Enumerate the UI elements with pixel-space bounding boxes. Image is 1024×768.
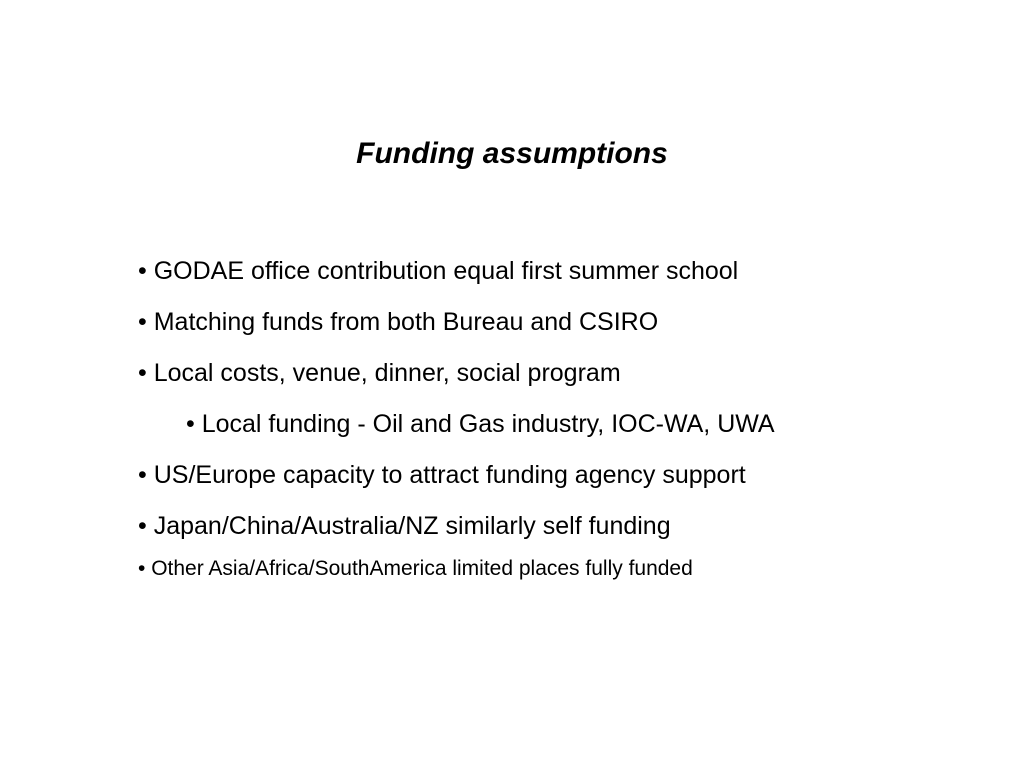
bullet-icon: • — [138, 257, 147, 285]
bullet-text: Matching funds from both Bureau and CSIRO — [153, 308, 659, 336]
sub-bullet-item — [138, 407, 775, 441]
bullet-icon: • — [138, 359, 147, 387]
bullet-item — [138, 509, 775, 543]
bullet-text: GODAE office contribution equal first summer school — [153, 257, 739, 285]
bullet-text: US/Europe capacity to attract funding agency support — [153, 461, 746, 489]
bullet-item — [138, 305, 775, 339]
bullet-text: Japan/China/Australia/NZ similarly self funding — [153, 512, 671, 540]
bullet-icon: • — [138, 512, 147, 540]
bullet-text: Local costs, venue, dinner, social program — [153, 359, 621, 387]
bullet-item — [138, 458, 775, 492]
bullet-item — [138, 356, 775, 390]
bullet-list — [138, 254, 775, 601]
bullet-icon: • — [186, 410, 195, 438]
bullet-icon: • — [138, 461, 147, 489]
bullet-item — [138, 554, 775, 584]
bullet-text: Other Asia/Africa/SouthAmerica limited places fully funded — [151, 557, 693, 580]
bullet-icon: • — [138, 557, 146, 580]
bullet-icon: • — [138, 308, 147, 336]
bullet-text: Local funding - Oil and Gas industry, IOC-WA, UWA — [201, 410, 775, 438]
bullet-item — [138, 254, 775, 288]
slide-title: Funding assumptions — [356, 137, 668, 170]
